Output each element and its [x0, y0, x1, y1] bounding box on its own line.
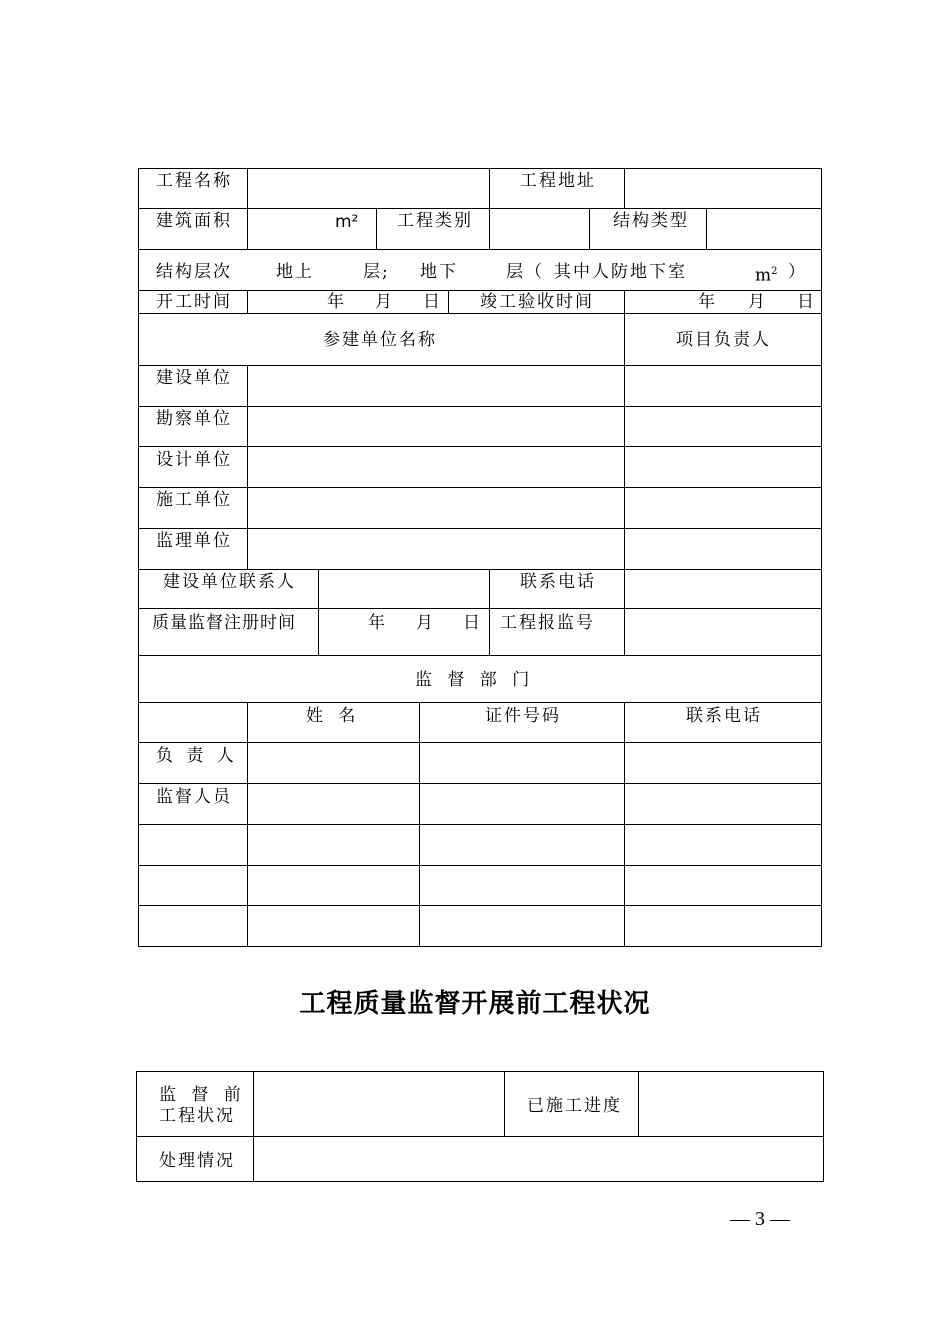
floor-label-2: 层（ [506, 262, 544, 282]
participants-header: 参建单位名称 [323, 330, 437, 350]
staff-name-header: 姓 名 [306, 706, 361, 726]
registration-month: 月 [416, 613, 435, 633]
page-number: — 3 — [730, 1208, 790, 1230]
civil-defense-basement-label: 其中人防地下室 [554, 262, 687, 282]
staff-row-supervisors: 监督人员 [156, 787, 232, 807]
below-ground-label: 地下 [420, 262, 458, 282]
unit-supervision: 监理单位 [156, 531, 232, 551]
progress-label: 已施工进度 [527, 1096, 622, 1116]
registration-year: 年 [368, 613, 387, 633]
area-unit: m² [335, 212, 359, 232]
floor-label-1: 层; [363, 262, 390, 282]
structure-type-label: 结构类型 [613, 211, 689, 231]
start-year: 年 [327, 292, 346, 312]
completion-year: 年 [698, 292, 717, 312]
section-title: 工程质量监督开展前工程状况 [299, 989, 651, 1019]
project-address-label: 工程地址 [520, 171, 596, 191]
project-name-label: 工程名称 [156, 171, 232, 191]
pre-status-label-line1: 监 督 前 [159, 1085, 246, 1105]
civil-area-unit: $m^2$ [755, 265, 778, 286]
staff-row-leader: 负 责 人 [156, 746, 238, 766]
report-number-label: 工程报监号 [500, 613, 595, 633]
registration-day: 日 [463, 613, 482, 633]
start-date-label: 开工时间 [156, 292, 232, 312]
staff-phone-header: 联系电话 [686, 706, 762, 726]
supervision-dept-header: 监 督 部 门 [415, 670, 535, 690]
registration-time-label: 质量监督注册时间 [152, 613, 296, 633]
staff-id-header: 证件号码 [485, 706, 561, 726]
unit-survey: 勘察单位 [156, 409, 232, 429]
project-leader-header: 项目负责人 [676, 330, 771, 350]
completion-date-label: 竣工验收时间 [480, 292, 594, 312]
start-month: 月 [375, 292, 394, 312]
handling-label: 处理情况 [159, 1151, 235, 1171]
completion-day: 日 [797, 292, 816, 312]
client-contact-label: 建设单位联系人 [163, 572, 296, 592]
start-day: 日 [423, 292, 442, 312]
project-category-label: 工程类别 [397, 211, 473, 231]
building-area-label: 建筑面积 [156, 211, 232, 231]
unit-contractor: 施工单位 [156, 490, 232, 510]
pre-status-label-line2: 工程状况 [159, 1106, 235, 1126]
unit-design: 设计单位 [156, 450, 232, 470]
closing-paren: ） [788, 262, 807, 282]
completion-month: 月 [748, 292, 767, 312]
unit-construction: 建设单位 [156, 368, 232, 388]
above-ground-label: 地上 [276, 262, 314, 282]
structure-layers-label: 结构层次 [156, 262, 232, 282]
contact-phone-label: 联系电话 [520, 572, 596, 592]
